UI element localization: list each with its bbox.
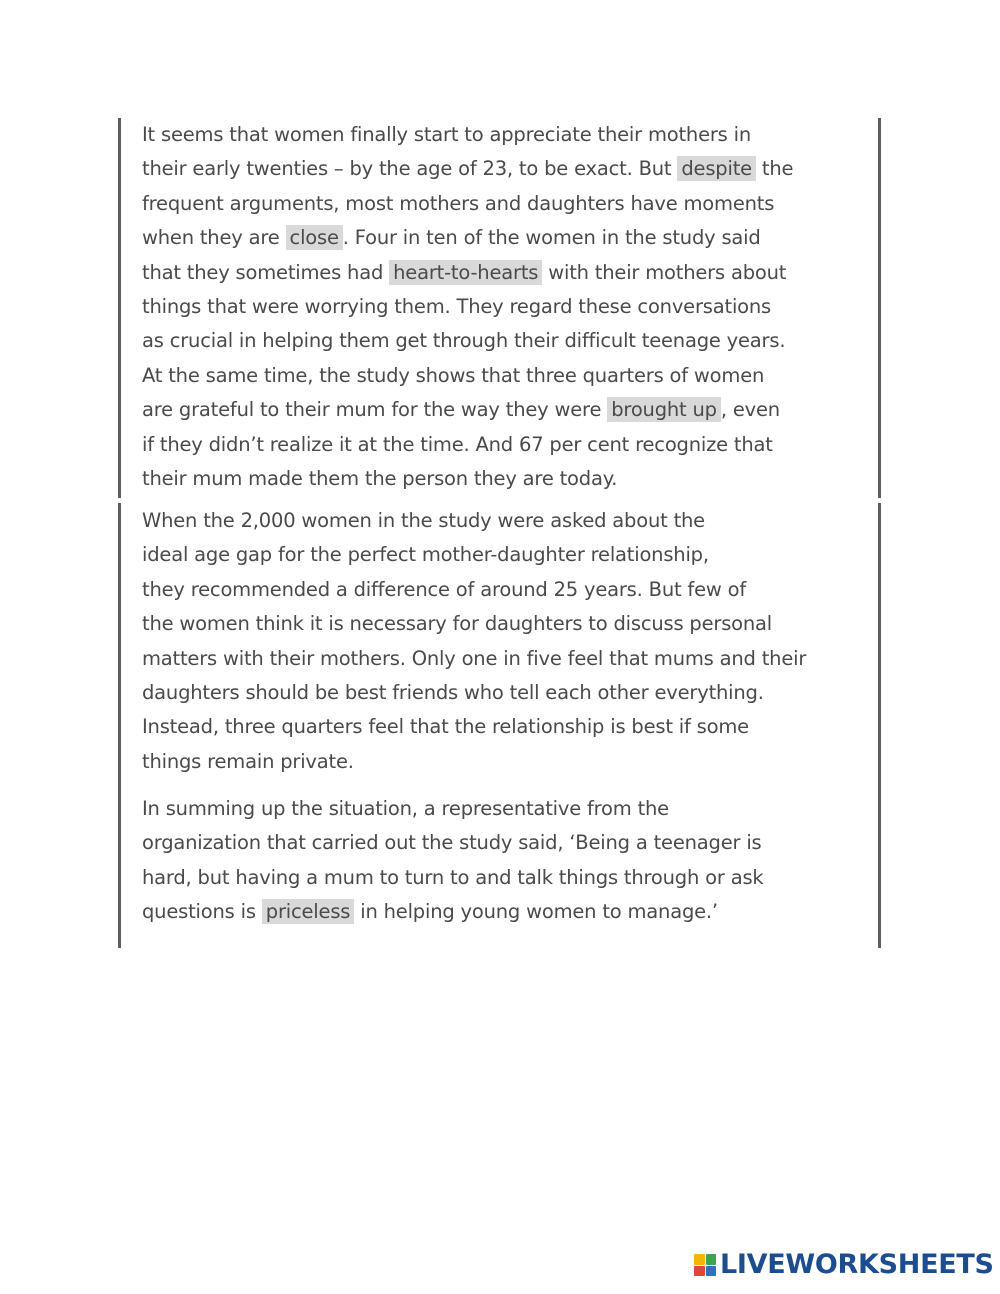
text-line (142, 792, 764, 826)
text-line (142, 538, 806, 572)
text-line (142, 573, 806, 607)
right-margin-bar (878, 503, 881, 948)
highlighted-word: heart-to-hearts (389, 260, 542, 285)
text-line (142, 826, 764, 860)
text-segment: their mum made them the person they are today. (142, 467, 618, 491)
text-segment: their early twenties – by the age of 23, to be exact. But (142, 157, 678, 181)
text-line (142, 187, 793, 221)
paragraph-1 (142, 118, 793, 496)
text-line (142, 359, 793, 393)
left-margin-bar (118, 503, 121, 948)
text-segment: , even (720, 398, 780, 422)
text-line (142, 642, 806, 676)
text-line (142, 895, 764, 929)
text-segment: that they sometimes had (142, 260, 390, 284)
text-line (142, 393, 793, 427)
text-segment: hard, but having a mum to turn to and talk things through or ask (142, 865, 764, 889)
text-line (142, 710, 806, 744)
text-segment: In summing up the situation, a representative from the (142, 797, 669, 820)
text-segment: matters with their mothers. Only one in five feel that mums and their (142, 646, 807, 670)
text-line (142, 256, 793, 290)
text-line (142, 118, 793, 152)
text-segment: frequent arguments, most mothers and daughters have moments (142, 191, 775, 215)
text-line (142, 607, 806, 641)
brand-name: LIVEWORKSHEETS (720, 1249, 994, 1280)
highlighted-word: brought up (607, 397, 721, 422)
left-margin-bar (118, 118, 121, 498)
text-line (142, 504, 806, 538)
text-segment: It seems that women finally start to appreciate their mothers in (142, 123, 752, 146)
text-segment: the women think it is necessary for daughters to discuss personal (142, 612, 773, 636)
logo-square (694, 1266, 705, 1277)
text-line (142, 221, 793, 255)
highlighted-word: priceless (262, 899, 354, 924)
text-segment: daughters should be best friends who tell each other everything. (142, 681, 764, 705)
logo-square (694, 1254, 705, 1265)
text-line (142, 745, 806, 779)
text-line (142, 152, 793, 186)
text-segment: questions is (142, 900, 262, 924)
text-segment: as crucial in helping them get through their difficult teenage years. (142, 329, 786, 353)
text-segment: they recommended a difference of around 25 years. But few of (142, 577, 747, 601)
logo-square (706, 1266, 717, 1277)
text-segment: things that were worrying them. They regard these conversations (142, 295, 772, 319)
highlighted-word: despite (677, 156, 756, 181)
highlighted-word: close (286, 225, 343, 250)
text-segment: Instead, three quarters feel that the relationship is best if some (142, 715, 749, 739)
text-line (142, 324, 793, 358)
text-line (142, 428, 793, 462)
text-segment: when they are (142, 226, 286, 250)
text-segment: . Four in ten of the women in the study said (342, 226, 761, 250)
liveworksheets-brand (694, 1250, 994, 1280)
text-segment: are grateful to their mum for the way they were (142, 398, 608, 422)
text-segment: if they didn’t realize it at the time. And 67 per cent recognize that (142, 432, 773, 456)
text-segment: At the same time, the study shows that three quarters of women (142, 363, 765, 387)
text-segment: things remain private. (142, 749, 354, 773)
logo-square (706, 1254, 717, 1265)
liveworksheets-logo-icon (694, 1254, 716, 1276)
right-margin-bar (878, 118, 881, 498)
text-segment: the (755, 157, 794, 181)
text-segment: with their mothers about (542, 260, 787, 284)
text-line (142, 676, 806, 710)
paragraph-3 (142, 792, 764, 930)
text-line (142, 462, 793, 496)
text-line (142, 861, 764, 895)
paragraph-2 (142, 504, 806, 779)
text-segment: When the 2,000 women in the study were asked about the (142, 509, 705, 532)
text-segment: ideal age gap for the perfect mother-daughter relationship, (142, 543, 709, 567)
text-segment: in helping young women to manage.’ (354, 900, 718, 924)
text-line (142, 290, 793, 324)
text-segment: organization that carried out the study said, ‘Being a teenager is (142, 831, 762, 855)
